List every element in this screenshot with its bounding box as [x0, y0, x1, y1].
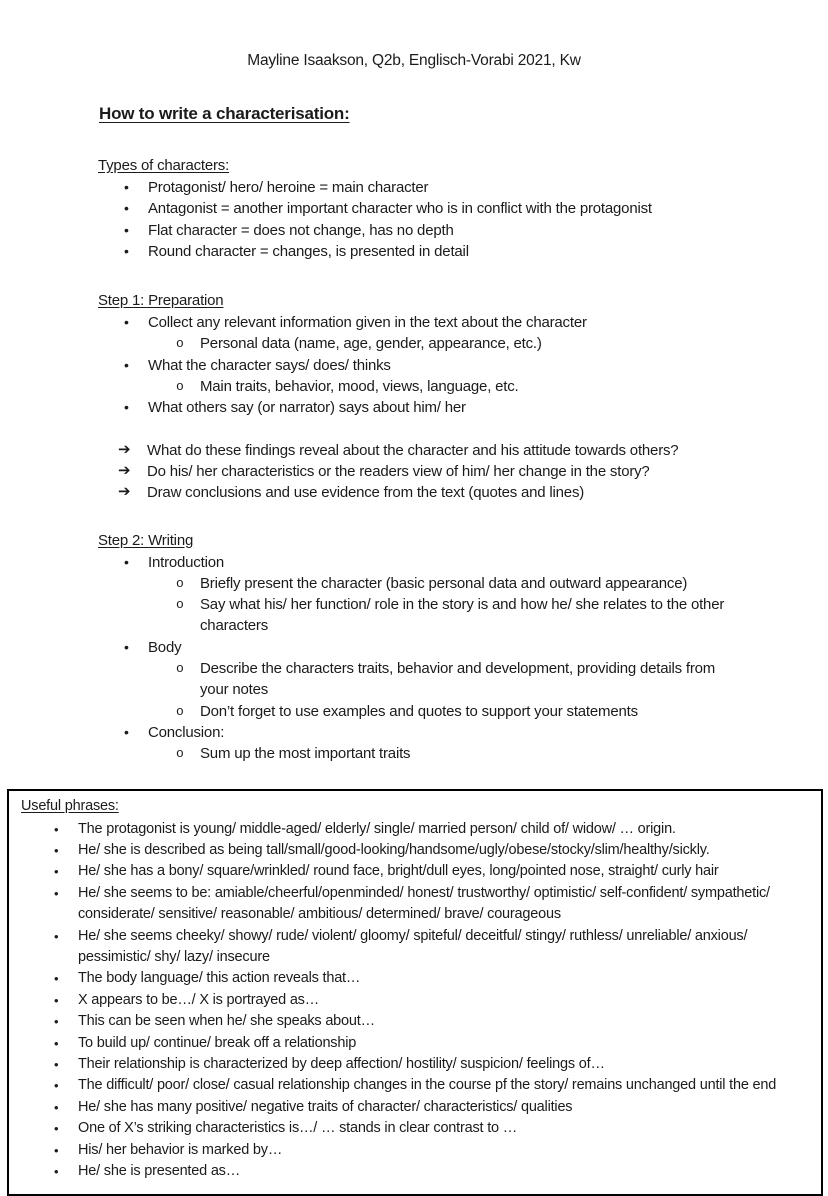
- list-item-text: The difficult/ poor/ close/ casual relationship changes in the course pf the story/ remains unchanged until the end: [78, 1077, 777, 1094]
- list-item: [21, 1054, 817, 1075]
- list-item: [21, 1097, 817, 1118]
- list-item: [98, 312, 746, 333]
- list-item: [98, 333, 746, 354]
- document-title: How to write a characterisation:: [99, 104, 350, 123]
- list-item-text: He/ she is described as being tall/small/good-looking/handsome/ugly/obese/stocky/slim/healthy/sickly.: [78, 841, 710, 858]
- list-item: [98, 482, 758, 503]
- bullet-icon: •: [124, 221, 129, 238]
- list-item-text: X appears to be…/ X is portrayed as…: [78, 991, 320, 1008]
- list-item-text: The body language/ this action reveals that…: [78, 970, 361, 987]
- bullet-icon: •: [54, 885, 59, 901]
- list-item: [21, 1118, 817, 1139]
- list-item-text: One of X’s striking characteristics is…/ … stands in clear contrast to …: [78, 1120, 518, 1137]
- arrow-icon: ➔: [118, 461, 131, 479]
- list-item-text: Protagonist/ hero/ heroine = main character: [148, 179, 429, 196]
- bullet-icon: •: [124, 356, 129, 373]
- circle-icon: o: [176, 575, 184, 591]
- list-item-text: He/ she has a bony/ square/wrinkled/ round face, bright/dull eyes, long/pointed nose, straight/ curly hair: [78, 863, 719, 880]
- bullet-icon: •: [54, 1099, 59, 1115]
- list-item-text: Briefly present the character (basic personal data and outward appearance): [200, 574, 688, 592]
- list-item-text: Introduction: [148, 553, 224, 571]
- bullet-icon: •: [54, 1078, 59, 1094]
- list-item-text: What do these findings reveal about the character and his attitude towards others?: [147, 441, 679, 459]
- list-item: [98, 177, 746, 198]
- list-item-text: Main traits, behavior, mood, views, language, etc.: [200, 378, 519, 396]
- list-item: [98, 637, 746, 658]
- list-item-text: Draw conclusions and use evidence from the text (quotes and lines): [147, 484, 585, 502]
- list-item: [98, 355, 746, 376]
- bullet-icon: •: [54, 971, 59, 987]
- list-item: [21, 1075, 817, 1096]
- list-item-text: He/ she has many positive/ negative traits of character/ characteristics/ qualities: [78, 1098, 573, 1115]
- list-item-text: This can be seen when he/ she speaks about…: [78, 1013, 375, 1030]
- circle-icon: o: [176, 746, 184, 762]
- circle-icon: o: [176, 703, 184, 719]
- list-item: [21, 1140, 817, 1161]
- list-item: [98, 594, 746, 637]
- list-item-text: Flat character = does not change, has no depth: [148, 221, 454, 239]
- list-item-text: Say what his/ her function/ role in the story is and how he/ she relates to the other characters: [200, 596, 725, 635]
- bullet-icon: •: [54, 1014, 59, 1030]
- bullet-icon: •: [54, 821, 59, 837]
- list-item-text: Collect any relevant information given in the text about the character: [148, 314, 587, 332]
- bullet-icon: •: [54, 1142, 59, 1158]
- list-item: [98, 241, 746, 262]
- useful-phrases-box: [7, 789, 823, 1196]
- bullet-icon: •: [124, 314, 129, 331]
- list-item-text: Antagonist = another important character who is in conflict with the protagonist: [148, 200, 652, 218]
- circle-icon: o: [176, 661, 184, 677]
- circle-icon: o: [176, 379, 184, 395]
- section-step1-preparation: [98, 290, 746, 418]
- list-item: [98, 722, 746, 743]
- list-item-text: He/ she is presented as…: [78, 1163, 241, 1180]
- circle-icon: o: [176, 336, 184, 352]
- list-item: [98, 220, 746, 241]
- list-item-text: Do his/ her characteristics or the readers view of him/ her change in the story?: [147, 462, 650, 480]
- list-item: [21, 861, 817, 882]
- bullet-icon: •: [124, 242, 129, 259]
- section-heading: Useful phrases:: [21, 797, 119, 814]
- bullet-icon: •: [124, 200, 129, 217]
- list-item: [21, 926, 817, 969]
- bullet-icon: •: [124, 723, 129, 740]
- list-item-text: Personal data (name, age, gender, appearance, etc.): [200, 335, 542, 353]
- list-item: [98, 376, 746, 397]
- section-step2-writing: [98, 530, 746, 765]
- arrow-icon: ➔: [118, 483, 131, 501]
- bullet-icon: •: [124, 638, 129, 655]
- list-item: [98, 461, 758, 482]
- bullet-icon: •: [54, 1035, 59, 1051]
- bullet-icon: •: [54, 1164, 59, 1180]
- list-item: [98, 552, 746, 573]
- list-item: [21, 968, 817, 989]
- bullet-icon: •: [54, 992, 59, 1008]
- list-item-text: Their relationship is characterized by deep affection/ hostility/ suspicion/ feelings of…: [78, 1056, 605, 1072]
- list-item-text: Don’t forget to use examples and quotes to support your statements: [200, 702, 638, 720]
- list-item: [98, 397, 746, 418]
- list-item-text: He/ she seems cheeky/ showy/ rude/ violent/ gloomy/ spiteful/ deceitful/ stingy/ ruthless/ unreliable/ anxious/ pessimistic/ shy/ lazy/ insecure: [78, 927, 748, 965]
- list-item-text: Describe the characters traits, behavior and development, providing details from your notes: [200, 660, 716, 699]
- list-item: [98, 658, 746, 701]
- bullet-icon: •: [124, 553, 129, 570]
- section-types-of-characters: [98, 155, 746, 262]
- bullet-icon: •: [54, 864, 59, 880]
- list-item-text: His/ her behavior is marked by…: [78, 1141, 283, 1158]
- section-heading: Types of characters:: [98, 157, 230, 174]
- list-item-text: Sum up the most important traits: [200, 745, 411, 763]
- list-item-text: What others say (or narrator) says about him/ her: [148, 399, 466, 417]
- list-item-text: Body: [148, 638, 182, 656]
- list-item: [98, 573, 746, 594]
- list-item: [98, 198, 746, 219]
- list-item: [21, 1011, 817, 1032]
- list-item: [21, 990, 817, 1011]
- bullet-icon: •: [54, 1057, 59, 1072]
- document-header: Mayline Isaakson, Q2b, Englisch-Vorabi 2021, Kw: [247, 52, 581, 69]
- arrow-list: [98, 440, 758, 504]
- section-heading: Step 2: Writing: [98, 531, 194, 549]
- arrow-icon: ➔: [118, 440, 131, 458]
- list-item-text: The protagonist is young/ middle-aged/ elderly/ single/ married person/ child of/ widow/ … origin.: [78, 820, 676, 837]
- bullet-icon: •: [54, 1121, 59, 1137]
- bullet-icon: •: [124, 399, 129, 416]
- list-item: [98, 743, 746, 764]
- bullet-icon: •: [54, 842, 59, 858]
- list-item: [21, 840, 817, 861]
- bullet-icon: •: [54, 928, 59, 944]
- section-heading: Step 1: Preparation: [98, 292, 224, 310]
- list-item: [21, 819, 817, 840]
- circle-icon: o: [176, 597, 184, 613]
- list-item: [98, 440, 758, 461]
- list-item-text: Conclusion:: [148, 723, 225, 741]
- list-item: [21, 1161, 817, 1182]
- list-item-text: To build up/ continue/ break off a relationship: [78, 1034, 357, 1051]
- list-item: [21, 1033, 817, 1054]
- list-item-text: What the character says/ does/ thinks: [148, 356, 391, 374]
- list-item-text: He/ she seems to be: amiable/cheerful/openminded/ honest/ trustworthy/ optimistic/ self-confident/ sympathetic/ considerate/ sensitive/ reasonable/ ambitious/ determined/ brave/ courageous: [78, 884, 770, 923]
- list-item: [98, 701, 746, 722]
- bullet-icon: •: [124, 179, 129, 195]
- list-item: [21, 883, 817, 926]
- list-item-text: Round character = changes, is presented in detail: [148, 242, 469, 260]
